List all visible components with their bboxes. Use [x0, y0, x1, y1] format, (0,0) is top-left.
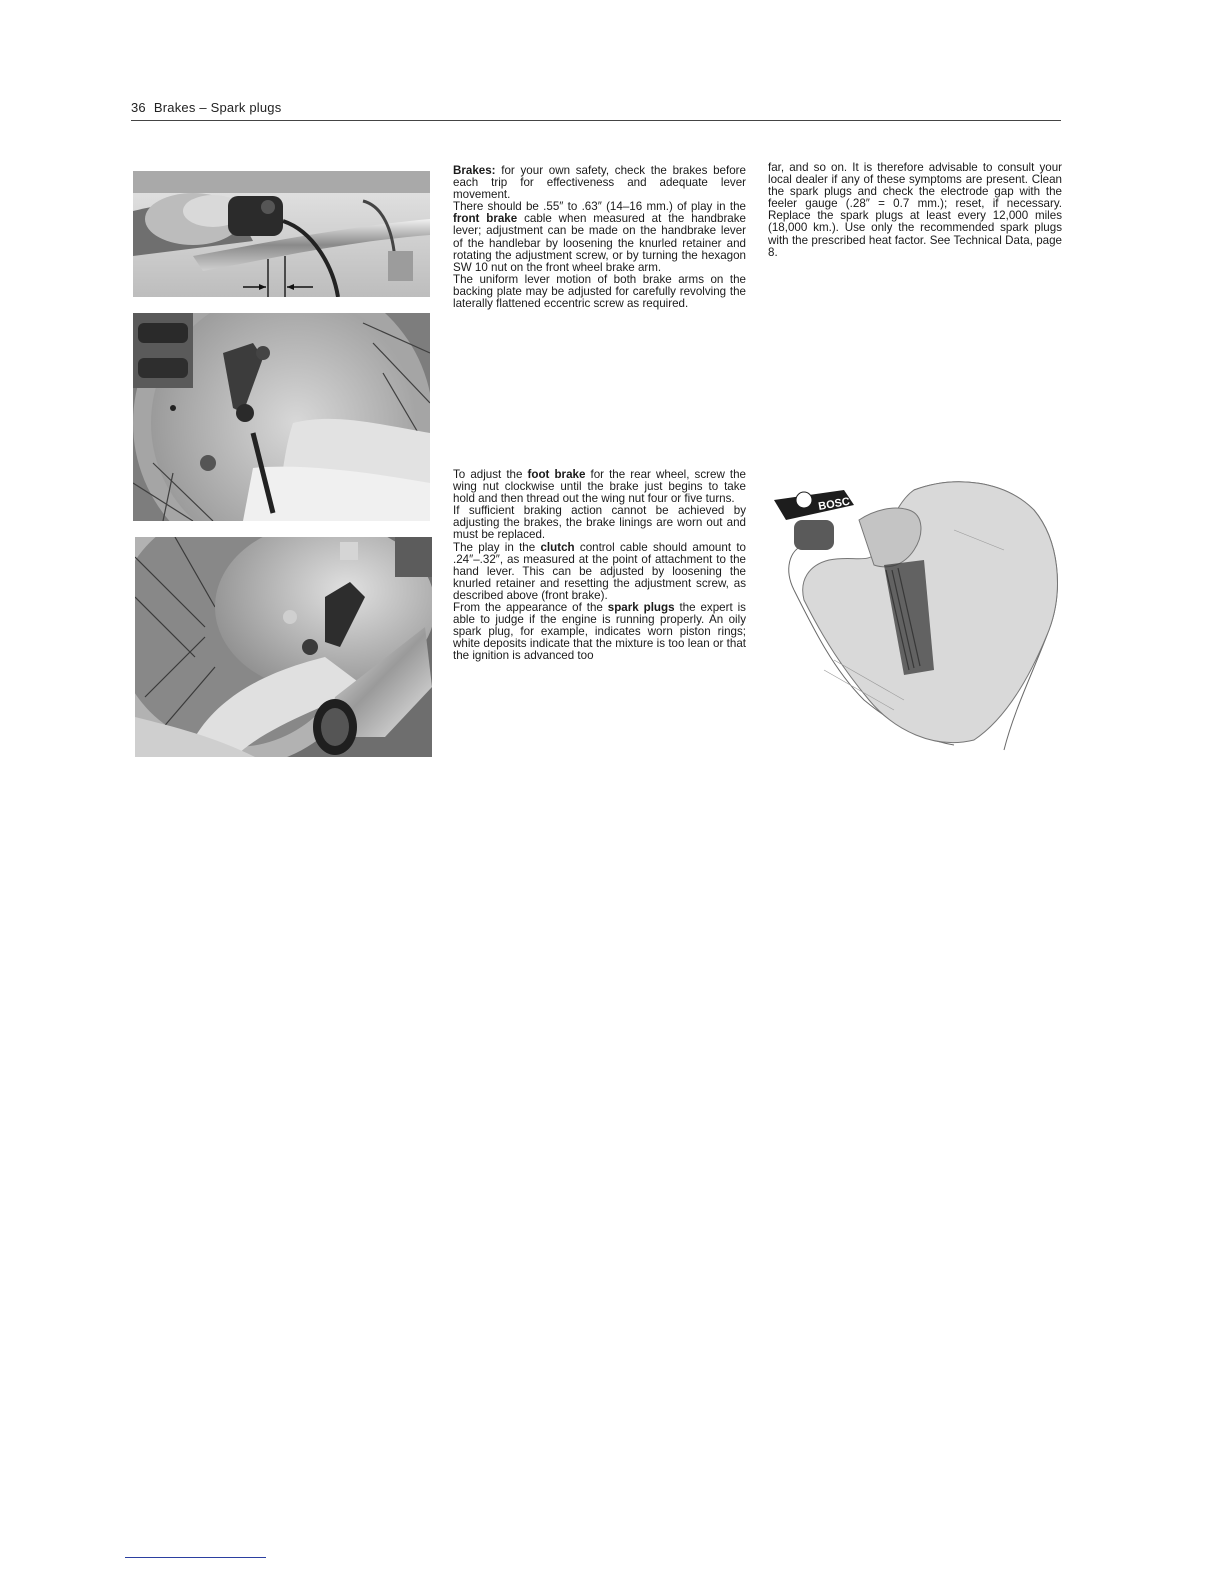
brakes-heading: Brakes: — [453, 164, 496, 177]
spark-plug-feeler-gauge-illustration — [774, 470, 1074, 762]
page-title: Brakes – Spark plugs — [153, 100, 282, 115]
foot-brake-text-pre: To adjust the — [453, 468, 528, 481]
foot-brake-text-post: for the rear wheel, screw the wing nut clockwise until the brake just begins to take hold and then thread out the wing nut four or five turns. — [453, 468, 747, 506]
spark-plugs-continued-text-block — [768, 162, 1062, 259]
page-header — [131, 100, 281, 115]
foot-brake-text-block — [453, 469, 746, 663]
foot-brake-paragraph — [453, 469, 746, 505]
front-brake-text-post: cable when measured at the handbrake lever; adjustment can be made on the handbrake lever of the handlebar by loosening the knurled retainer and rotating the adjustment screw, or by turning the hexagon SW 10 nut on the front wheel brake arm. — [453, 212, 746, 274]
clutch-term: clutch — [540, 540, 575, 554]
bosch-logo-label: BOSC — [817, 495, 851, 513]
handlebar-brake-lever-photo — [133, 171, 430, 297]
front-brake-backing-plate-photo — [133, 313, 430, 521]
spark-plugs-term: spark plugs — [607, 601, 675, 615]
spark-plugs-continued-paragraph: far, and so on. It is therefore advisable to consult your local dealer if any of these symptoms are present. Clean the spark plugs and check the electrode gap with the feeler gauge (.28″ = 0.7 mm.); reset, if necessary. Replace the spark plugs at least every 12,000 miles (18,000 km.). Use only the recommended spark plugs with the prescribed heat factor. See Technical Data, page 8. — [768, 161, 1062, 259]
brakes-text-block — [453, 165, 746, 310]
foot-brake-term: foot brake — [527, 468, 586, 481]
brakes-paragraph — [453, 165, 746, 201]
brake-linings-paragraph: If sufficient braking action cannot be achieved by adjusting the brakes, the brake linings are worn out and must be replaced. — [453, 504, 746, 542]
footer-rule — [125, 1557, 266, 1558]
spark-plugs-text-post: the expert is able to judge if the engine is running properly. An oily spark plug, for example, indicates worn piston rings; white deposits indicate that the mixture is too lean or that the ignition is advanced too — [453, 601, 746, 663]
spark-plugs-paragraph — [453, 602, 746, 662]
clutch-text-post: control cable should amount to .24″–.32″, as measured at the point of attachment to the hand lever. This can be adjusted by loosening the knurled retainer and resetting the adjustment screw, as described above (front brake). — [453, 540, 746, 602]
brakes-intro-text: for your own safety, check the brakes before each trip for effectiveness and adequate lever movement. — [453, 164, 746, 202]
front-brake-text-pre: There should be .55″ to .63″ (14–16 mm.) of play in the — [453, 200, 746, 214]
front-brake-paragraph — [453, 201, 746, 274]
lever-motion-paragraph: The uniform lever motion of both brake arms on the backing plate may be adjusted for carefully revolving the laterally flattened eccentric screw as required. — [453, 272, 746, 311]
page-number: 36 — [131, 100, 146, 115]
clutch-text-pre: The play in the — [453, 540, 541, 554]
front-brake-term: front brake — [453, 212, 518, 226]
spark-plugs-text-pre: From the appearance of the — [453, 601, 608, 615]
header-rule — [131, 120, 1061, 121]
clutch-paragraph — [453, 542, 746, 602]
rear-brake-wing-nut-photo — [135, 537, 432, 757]
